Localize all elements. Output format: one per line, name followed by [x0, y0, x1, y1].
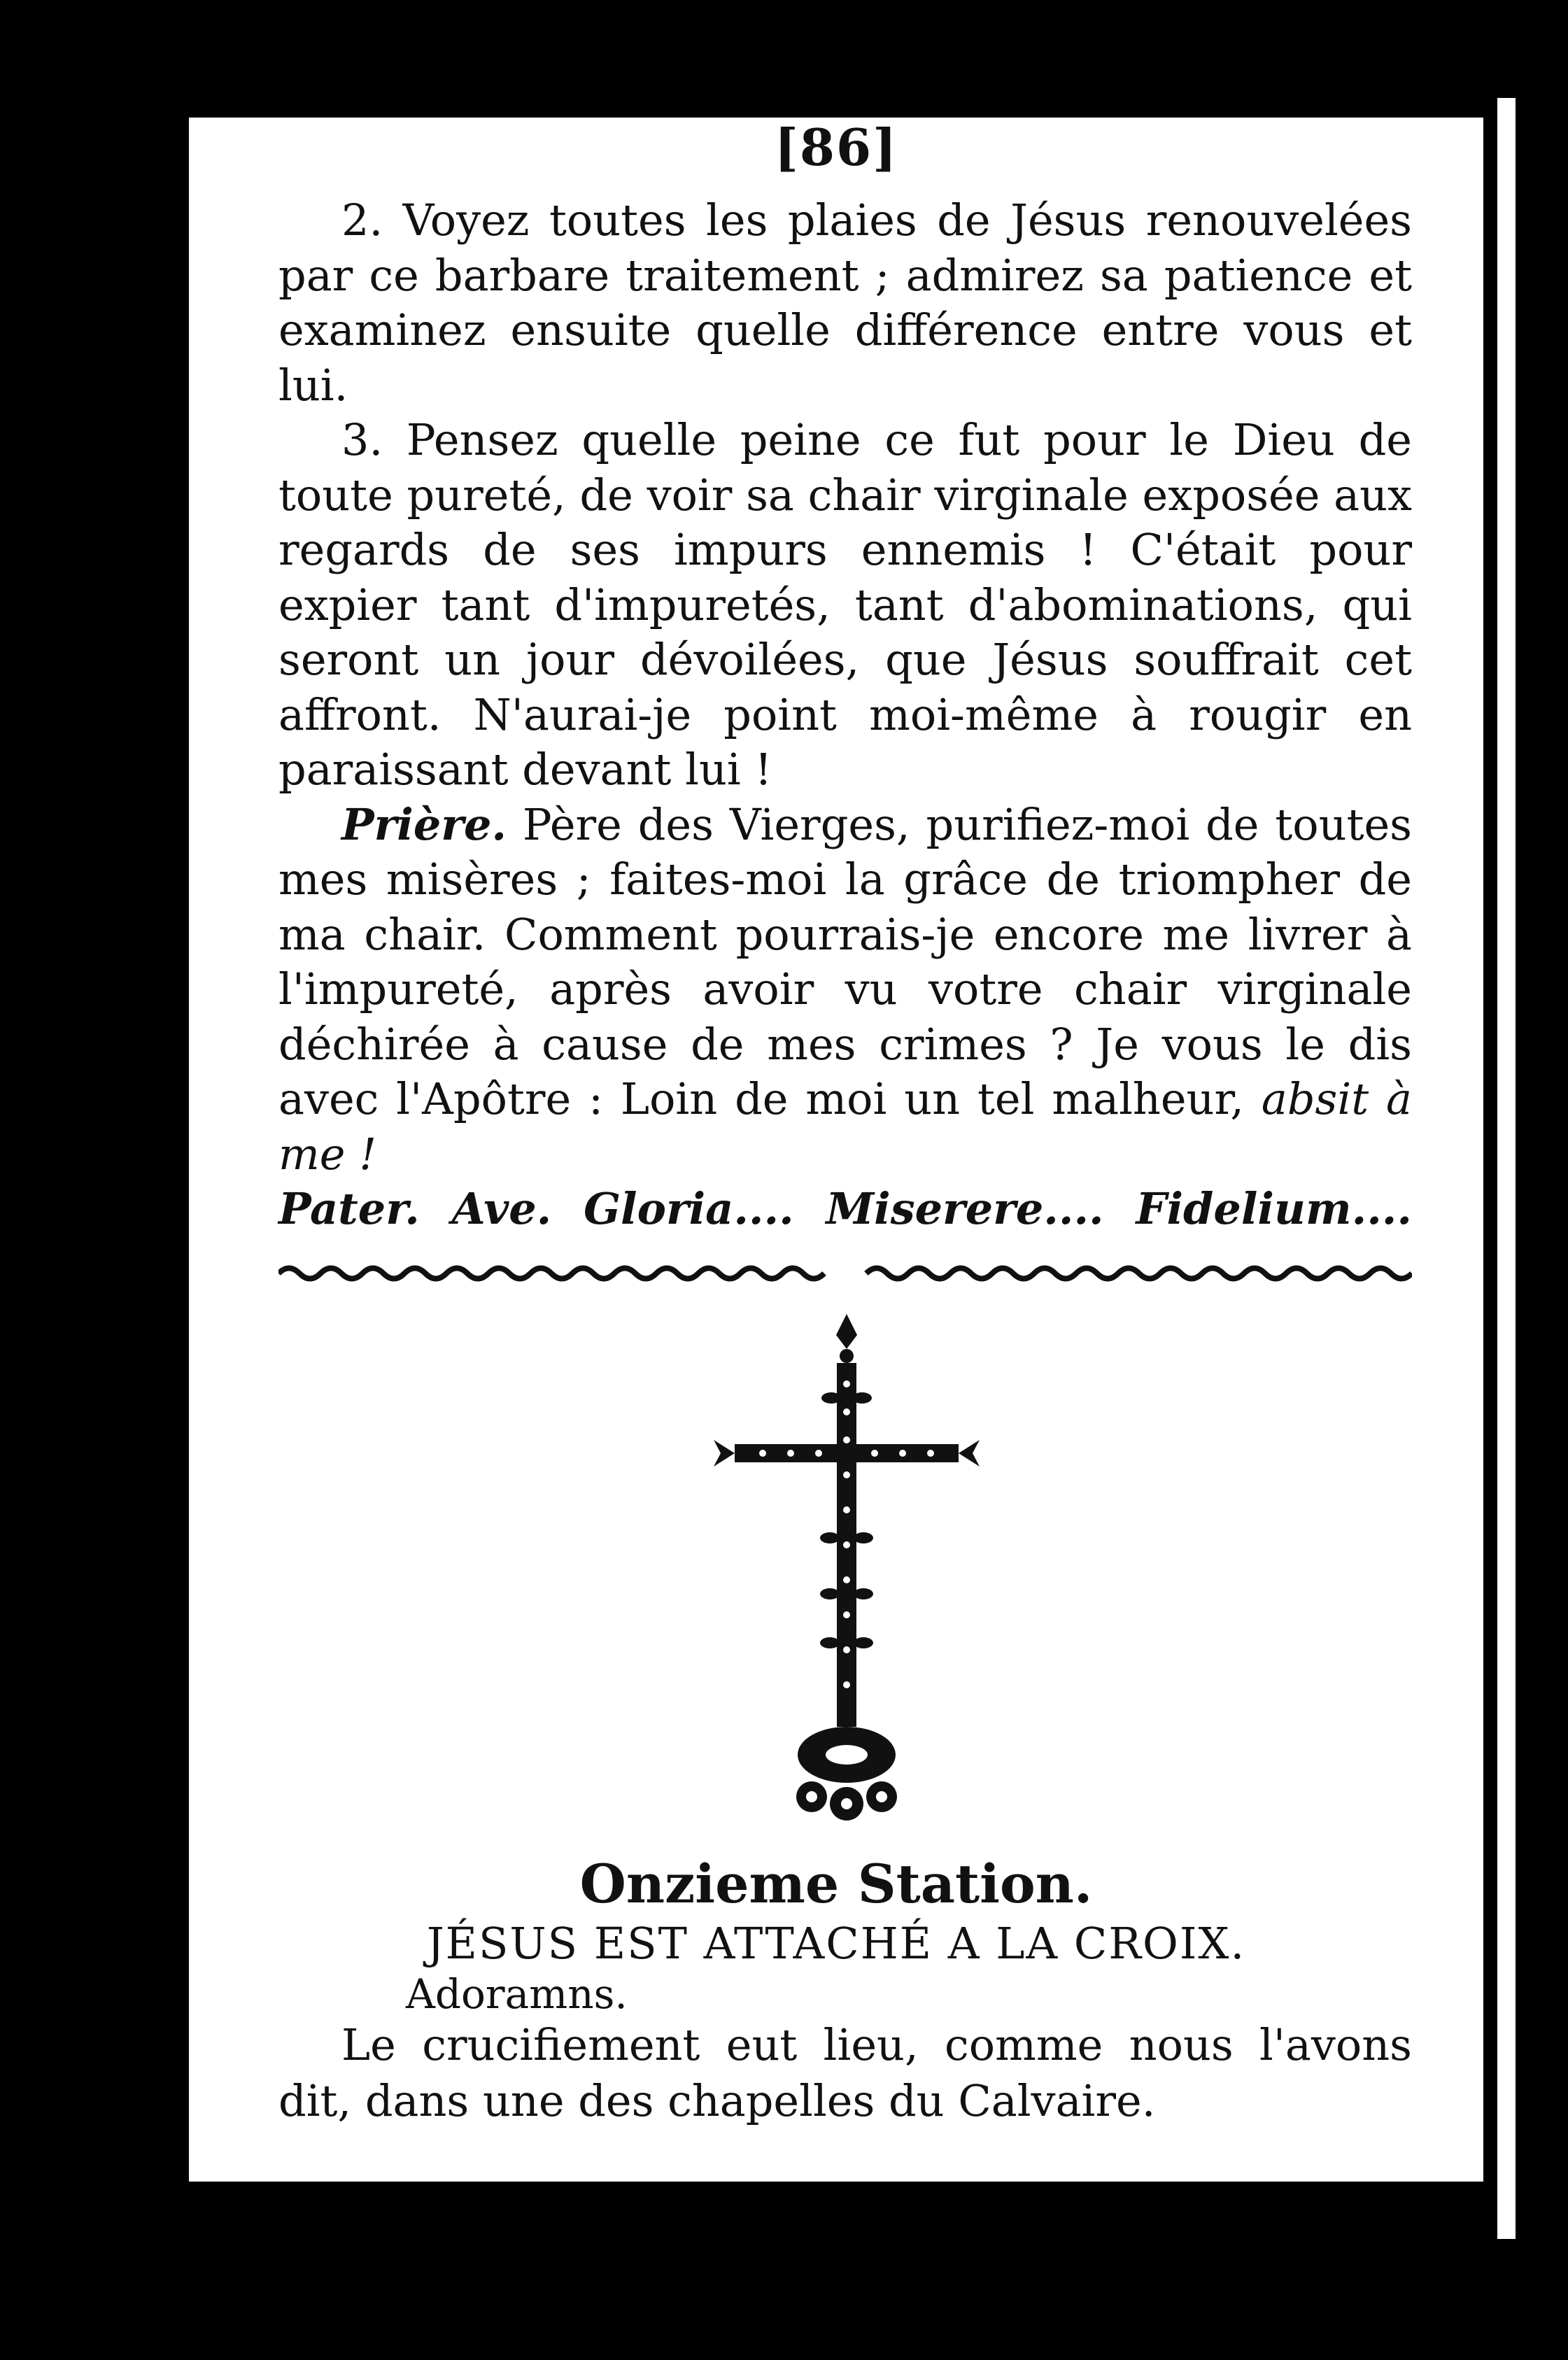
- prayer-latin-phrase: absit à me !: [278, 1073, 1412, 1180]
- station-paragraph: Le crucifiement eut lieu, comme nous l'avons dit, dans une des chapelles du Calvaire.: [278, 2019, 1412, 2126]
- page-number: [86]: [774, 118, 898, 177]
- adoramus-line: Adoramns.: [406, 1970, 628, 2018]
- station-text: [278, 2017, 1412, 2129]
- prayer-text: Père des Vierges, purifiez-moi de toutes mes misères ; faites-moi la grâce de triompher de ma chair. Comment pourrais-je encore me livrer à l'impureté, après avoir vu votre chair virginale déchirée à cause de mes crimes ? Je vous le dis avec l'Apôtre : Loin de moi un tel malheur,: [278, 798, 1412, 1124]
- meditation-text: [278, 193, 1412, 1237]
- closing-pater: Pater.: [278, 1183, 420, 1234]
- ornamental-wave-divider: [278, 1259, 1412, 1287]
- station-title: Onzieme Station.: [579, 1853, 1093, 1915]
- ornamental-cross-icon: [714, 1307, 980, 1839]
- book-page: [189, 118, 1483, 2182]
- station-subtitle: JÉSUS EST ATTACHÉ A LA CROIX.: [426, 1918, 1246, 1969]
- page-edge-stripe: [1497, 98, 1516, 2239]
- prayer-paragraph: [278, 798, 1412, 1182]
- closing-fidelium: Fidelium....: [1136, 1183, 1412, 1234]
- closing-gloria: Gloria....: [584, 1183, 794, 1234]
- paragraph-2: 2. Voyez toutes les plaies de Jésus renouvelées par ce barbare traitement ; admirez sa patience et examinez ensuite quelle différence entre vous et lui.: [278, 195, 1412, 411]
- closing-prayers: [278, 1182, 1412, 1237]
- prayer-label: Prière.: [341, 798, 507, 850]
- paragraph-3: 3. Pensez quelle peine ce fut pour le Dieu de toute pureté, de voir sa chair virginale exposée aux regards de ses impurs ennemis ! C'était pour expier tant d'impuretés, tant d'abominations, qui seront un jour dévoilées, que Jésus souffrait cet affront. N'aurai-je point moi-même à rougir en paraissant devant lui !: [278, 414, 1412, 795]
- closing-miserere: Miserere....: [826, 1183, 1104, 1234]
- closing-ave: Ave.: [451, 1183, 552, 1234]
